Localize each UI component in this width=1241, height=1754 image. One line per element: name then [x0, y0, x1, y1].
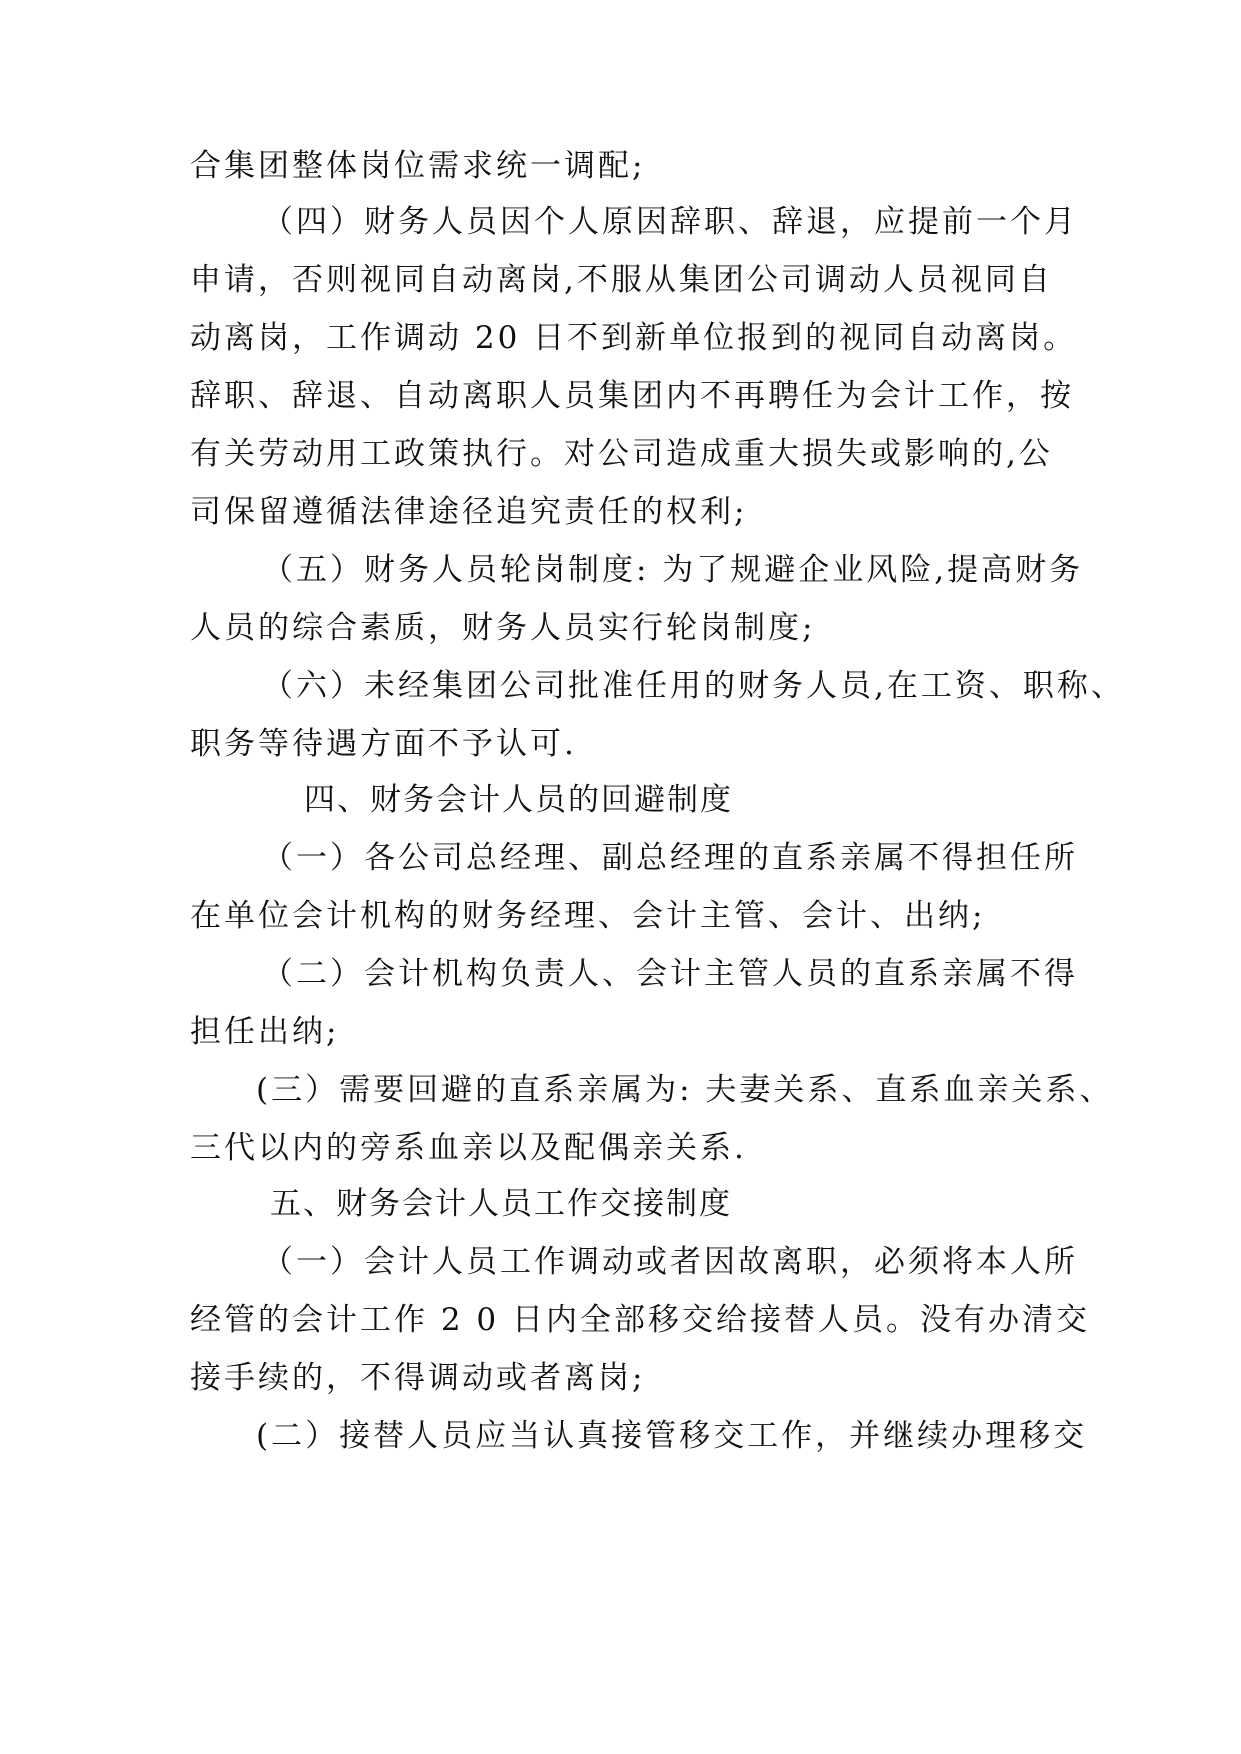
text-line: 三代以内的旁系血亲以及配偶亲关系.	[190, 1130, 747, 1166]
section-heading: 五、财务会计人员工作交接制度	[270, 1186, 732, 1222]
text-line: （五）财务人员轮岗制度: 为了规避企业风险,提高财务	[262, 552, 1084, 588]
text-line: 在单位会计机构的财务经理、会计主管、会计、出纳;	[190, 898, 986, 934]
section-heading: 四、财务会计人员的回避制度	[304, 782, 733, 818]
text-line: 经管的会计工作 2 0 日内全部移交给接替人员。没有办清交	[190, 1302, 1091, 1338]
text-line: 职务等待遇方面不予认可.	[190, 726, 577, 762]
text-line: 接手续的，不得调动或者离岗;	[190, 1360, 646, 1396]
text-line: 申请，否则视同自动离岗,不服从集团公司调动人员视同自	[190, 262, 1053, 298]
text-line: （一）会计人员工作调动或者因故离职，必须将本人所	[262, 1244, 1078, 1280]
text-line: 担任出纳;	[190, 1014, 340, 1050]
text-line: （六）未经集团公司批准任用的财务人员,在工资、职称、	[262, 668, 1125, 704]
text-line: （四）财务人员因个人原因辞职、辞退，应提前一个月	[262, 204, 1078, 240]
text-line: 合集团整体岗位需求统一调配;	[190, 148, 646, 184]
text-line: （一）各公司总经理、副总经理的直系亲属不得担任所	[262, 840, 1078, 876]
text-line: 司保留遵循法律途径追究责任的权利;	[190, 494, 748, 530]
text-line: （二）会计机构负责人、会计主管人员的直系亲属不得	[262, 956, 1078, 992]
text-line: (三）需要回避的直系亲属为: 夫妻关系、直系血亲关系、	[256, 1072, 1114, 1108]
text-line: (二）接替人员应当认真接管移交工作，并继续办理移交	[256, 1418, 1088, 1454]
text-line: 动离岗，工作调动 20 日不到新单位报到的视同自动离岗。	[190, 320, 1078, 356]
text-line: 有关劳动用工政策执行。对公司造成重大损失或影响的,公	[190, 436, 1053, 472]
text-line: 辞职、辞退、自动离职人员集团内不再聘任为会计工作，按	[190, 378, 1074, 414]
text-line: 人员的综合素质，财务人员实行轮岗制度;	[190, 610, 816, 646]
